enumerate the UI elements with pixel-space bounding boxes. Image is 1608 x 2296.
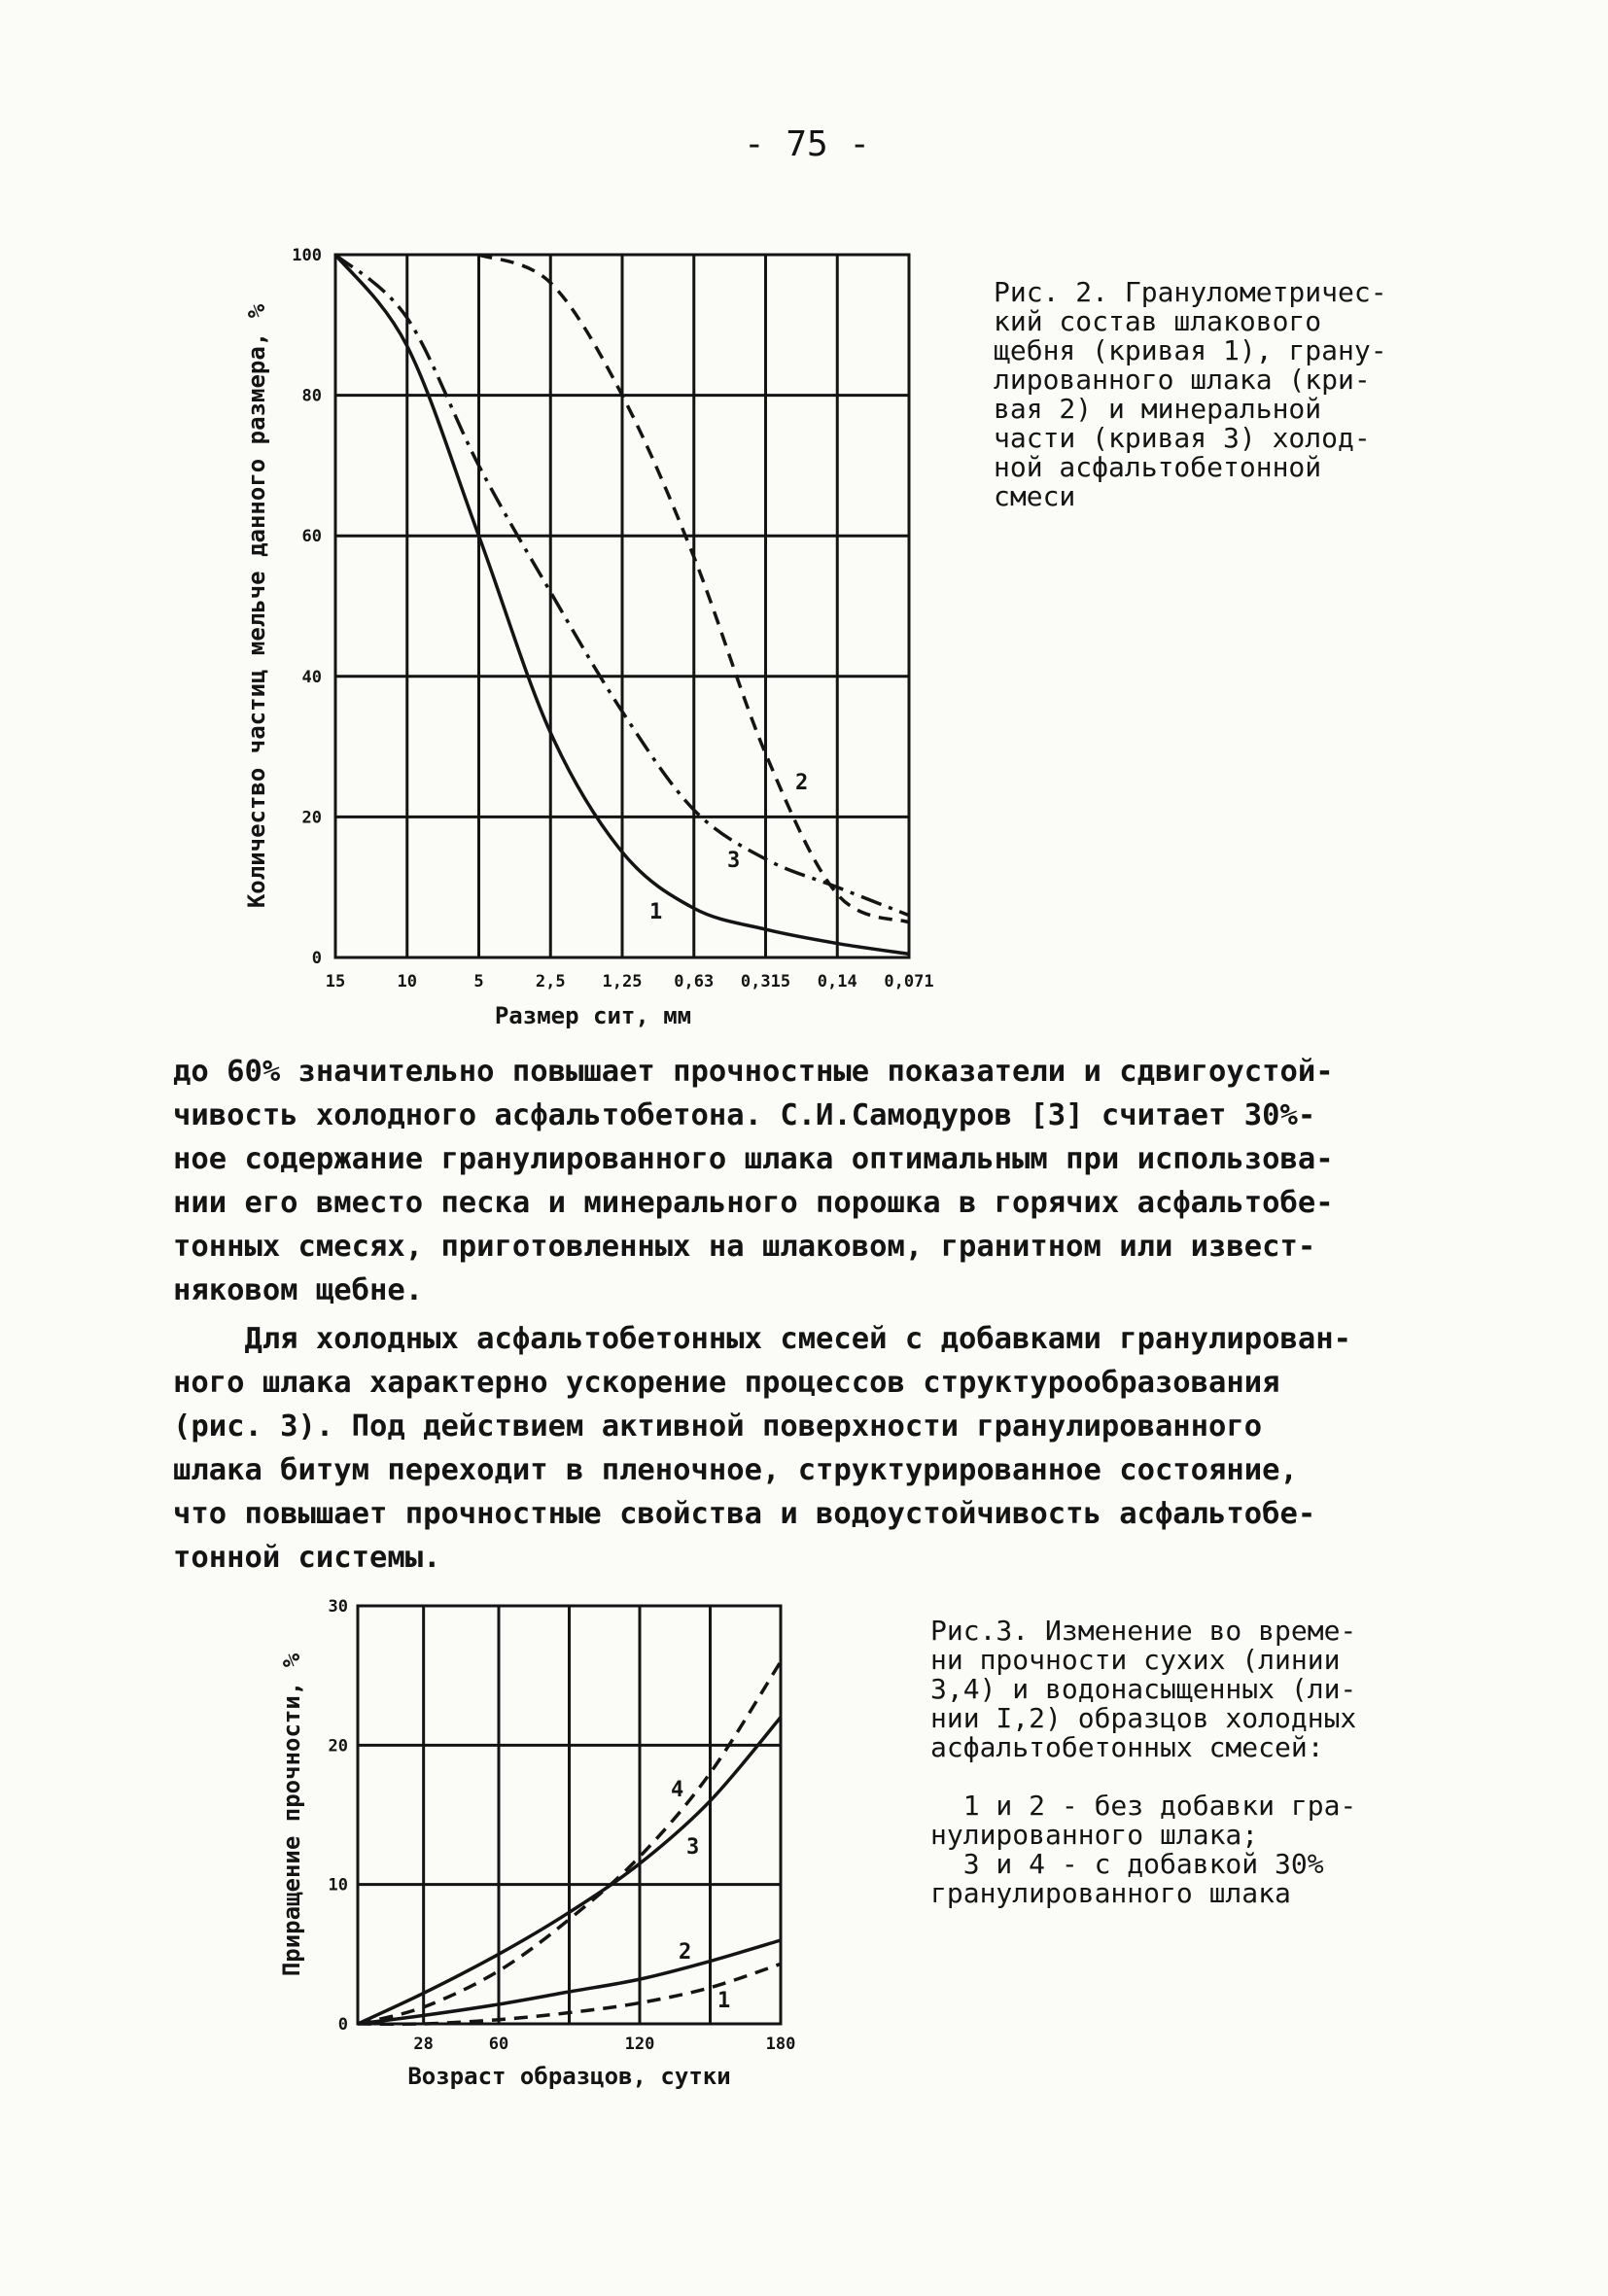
x-tick-label: 0,14	[817, 972, 857, 991]
text-line: (рис. 3). Под действием активной поверхности гранулированного	[173, 1409, 1263, 1444]
x-axis-title: Размер сит, мм	[494, 1002, 692, 1029]
y-tick-label: 100	[292, 246, 322, 265]
curve-label-4: 4	[671, 1778, 684, 1802]
caption-line: ной асфальтобетонной	[994, 451, 1322, 483]
text-line: тонной системы.	[173, 1541, 441, 1575]
x-tick-label: 60	[488, 2035, 509, 2054]
x-tick-label: 2,5	[535, 972, 566, 991]
curve-label-1: 1	[649, 900, 663, 924]
caption-line: щебня (кривая 1), грану-	[994, 334, 1387, 366]
figure-3-caption	[930, 1617, 1356, 1908]
caption-line	[930, 1762, 1356, 1792]
text-line: что повышает прочностные свойства и водоустойчивость асфальтобе-	[173, 1497, 1316, 1531]
caption-line: ни прочности сухих (линии	[930, 1644, 1341, 1676]
y-tick-label: 80	[301, 386, 322, 406]
curve-label-3: 3	[727, 849, 741, 873]
text-line: няковом щебне.	[173, 1273, 424, 1307]
text-line: ное содержание гранулированного шлака оптимальным при использова-	[173, 1142, 1334, 1176]
x-tick-label: 10	[397, 972, 417, 991]
text-line: ного шлака характерно ускорение процессов структурообразования	[173, 1366, 1280, 1400]
caption-line: вая 2) и минеральной	[994, 393, 1322, 425]
x-tick-label: 0,071	[884, 972, 934, 991]
curve-label-2: 2	[795, 771, 809, 795]
caption-line: гранулированного шлака	[930, 1877, 1291, 1909]
y-axis-title: Количество частиц мельче данного размера, %	[243, 303, 270, 909]
x-tick-label: 28	[413, 2035, 434, 2054]
text-line: Для холодных асфальтобетонных смесей с добавками гранулирован-	[173, 1322, 1351, 1356]
caption-line: нии I,2) образцов холодных	[930, 1702, 1357, 1734]
caption-line: смеси	[994, 480, 1076, 512]
x-tick-label: 0,63	[674, 972, 715, 991]
y-tick-label: 0	[311, 949, 322, 968]
x-tick-label: 180	[765, 2035, 796, 2054]
text-line: до 60% значительно повышает прочностные показатели и сдвигоустой-	[173, 1055, 1334, 1089]
x-tick-label: 0,315	[740, 972, 791, 991]
x-tick-label: 5	[473, 972, 484, 991]
x-tick-label: 120	[624, 2035, 655, 2054]
text-line: чивость холодного асфальтобетона. С.И.Самодуров [3] считает 30%-	[173, 1098, 1316, 1132]
caption-line: кий состав шлакового	[994, 305, 1322, 337]
caption-line: Рис.3. Изменение во време-	[930, 1615, 1357, 1647]
curve-label-2: 2	[679, 1940, 692, 1965]
y-tick-label: 20	[328, 1736, 348, 1757]
text-line: нии его вместо песка и минерального порошка в горячих асфальтобе-	[173, 1186, 1334, 1220]
curve-label-3: 3	[686, 1835, 700, 1860]
x-tick-label: 1,25	[602, 972, 643, 991]
caption-line: 3,4) и водонасыщенных (ли-	[930, 1673, 1357, 1705]
page-number: - 75 -	[743, 124, 871, 164]
caption-line: лированного шлака (кри-	[994, 364, 1371, 396]
curve-label-1: 1	[717, 1989, 731, 2013]
x-tick-label: 15	[325, 972, 346, 991]
caption-line: Рис. 2. Гранулометричес-	[994, 276, 1387, 308]
caption-line: 3 и 4 - с добавкой 30%	[930, 1848, 1324, 1880]
text-line: тонных смесях, приготовленных на шлаковом, гранитном или извест-	[173, 1230, 1316, 1264]
text-line: шлака битум переходит в пленочное, структурированное состояние,	[173, 1453, 1298, 1487]
caption-line: части (кривая 3) холод-	[994, 422, 1371, 454]
caption-line: нулированного шлака;	[930, 1819, 1259, 1851]
caption-line: асфальтобетонных смесей:	[930, 1731, 1324, 1763]
x-axis-title: Возраст образцов, сутки	[407, 2063, 731, 2090]
caption-line: 1 и 2 - без добавки гра-	[930, 1790, 1357, 1822]
y-tick-label: 60	[301, 527, 322, 547]
y-tick-label: 20	[301, 808, 322, 828]
y-tick-label: 40	[301, 667, 322, 687]
y-tick-label: 10	[328, 1875, 348, 1896]
y-tick-label: 30	[328, 1597, 348, 1617]
y-tick-label: 0	[337, 2015, 348, 2035]
y-axis-title: Приращение прочности, %	[278, 1652, 305, 1977]
